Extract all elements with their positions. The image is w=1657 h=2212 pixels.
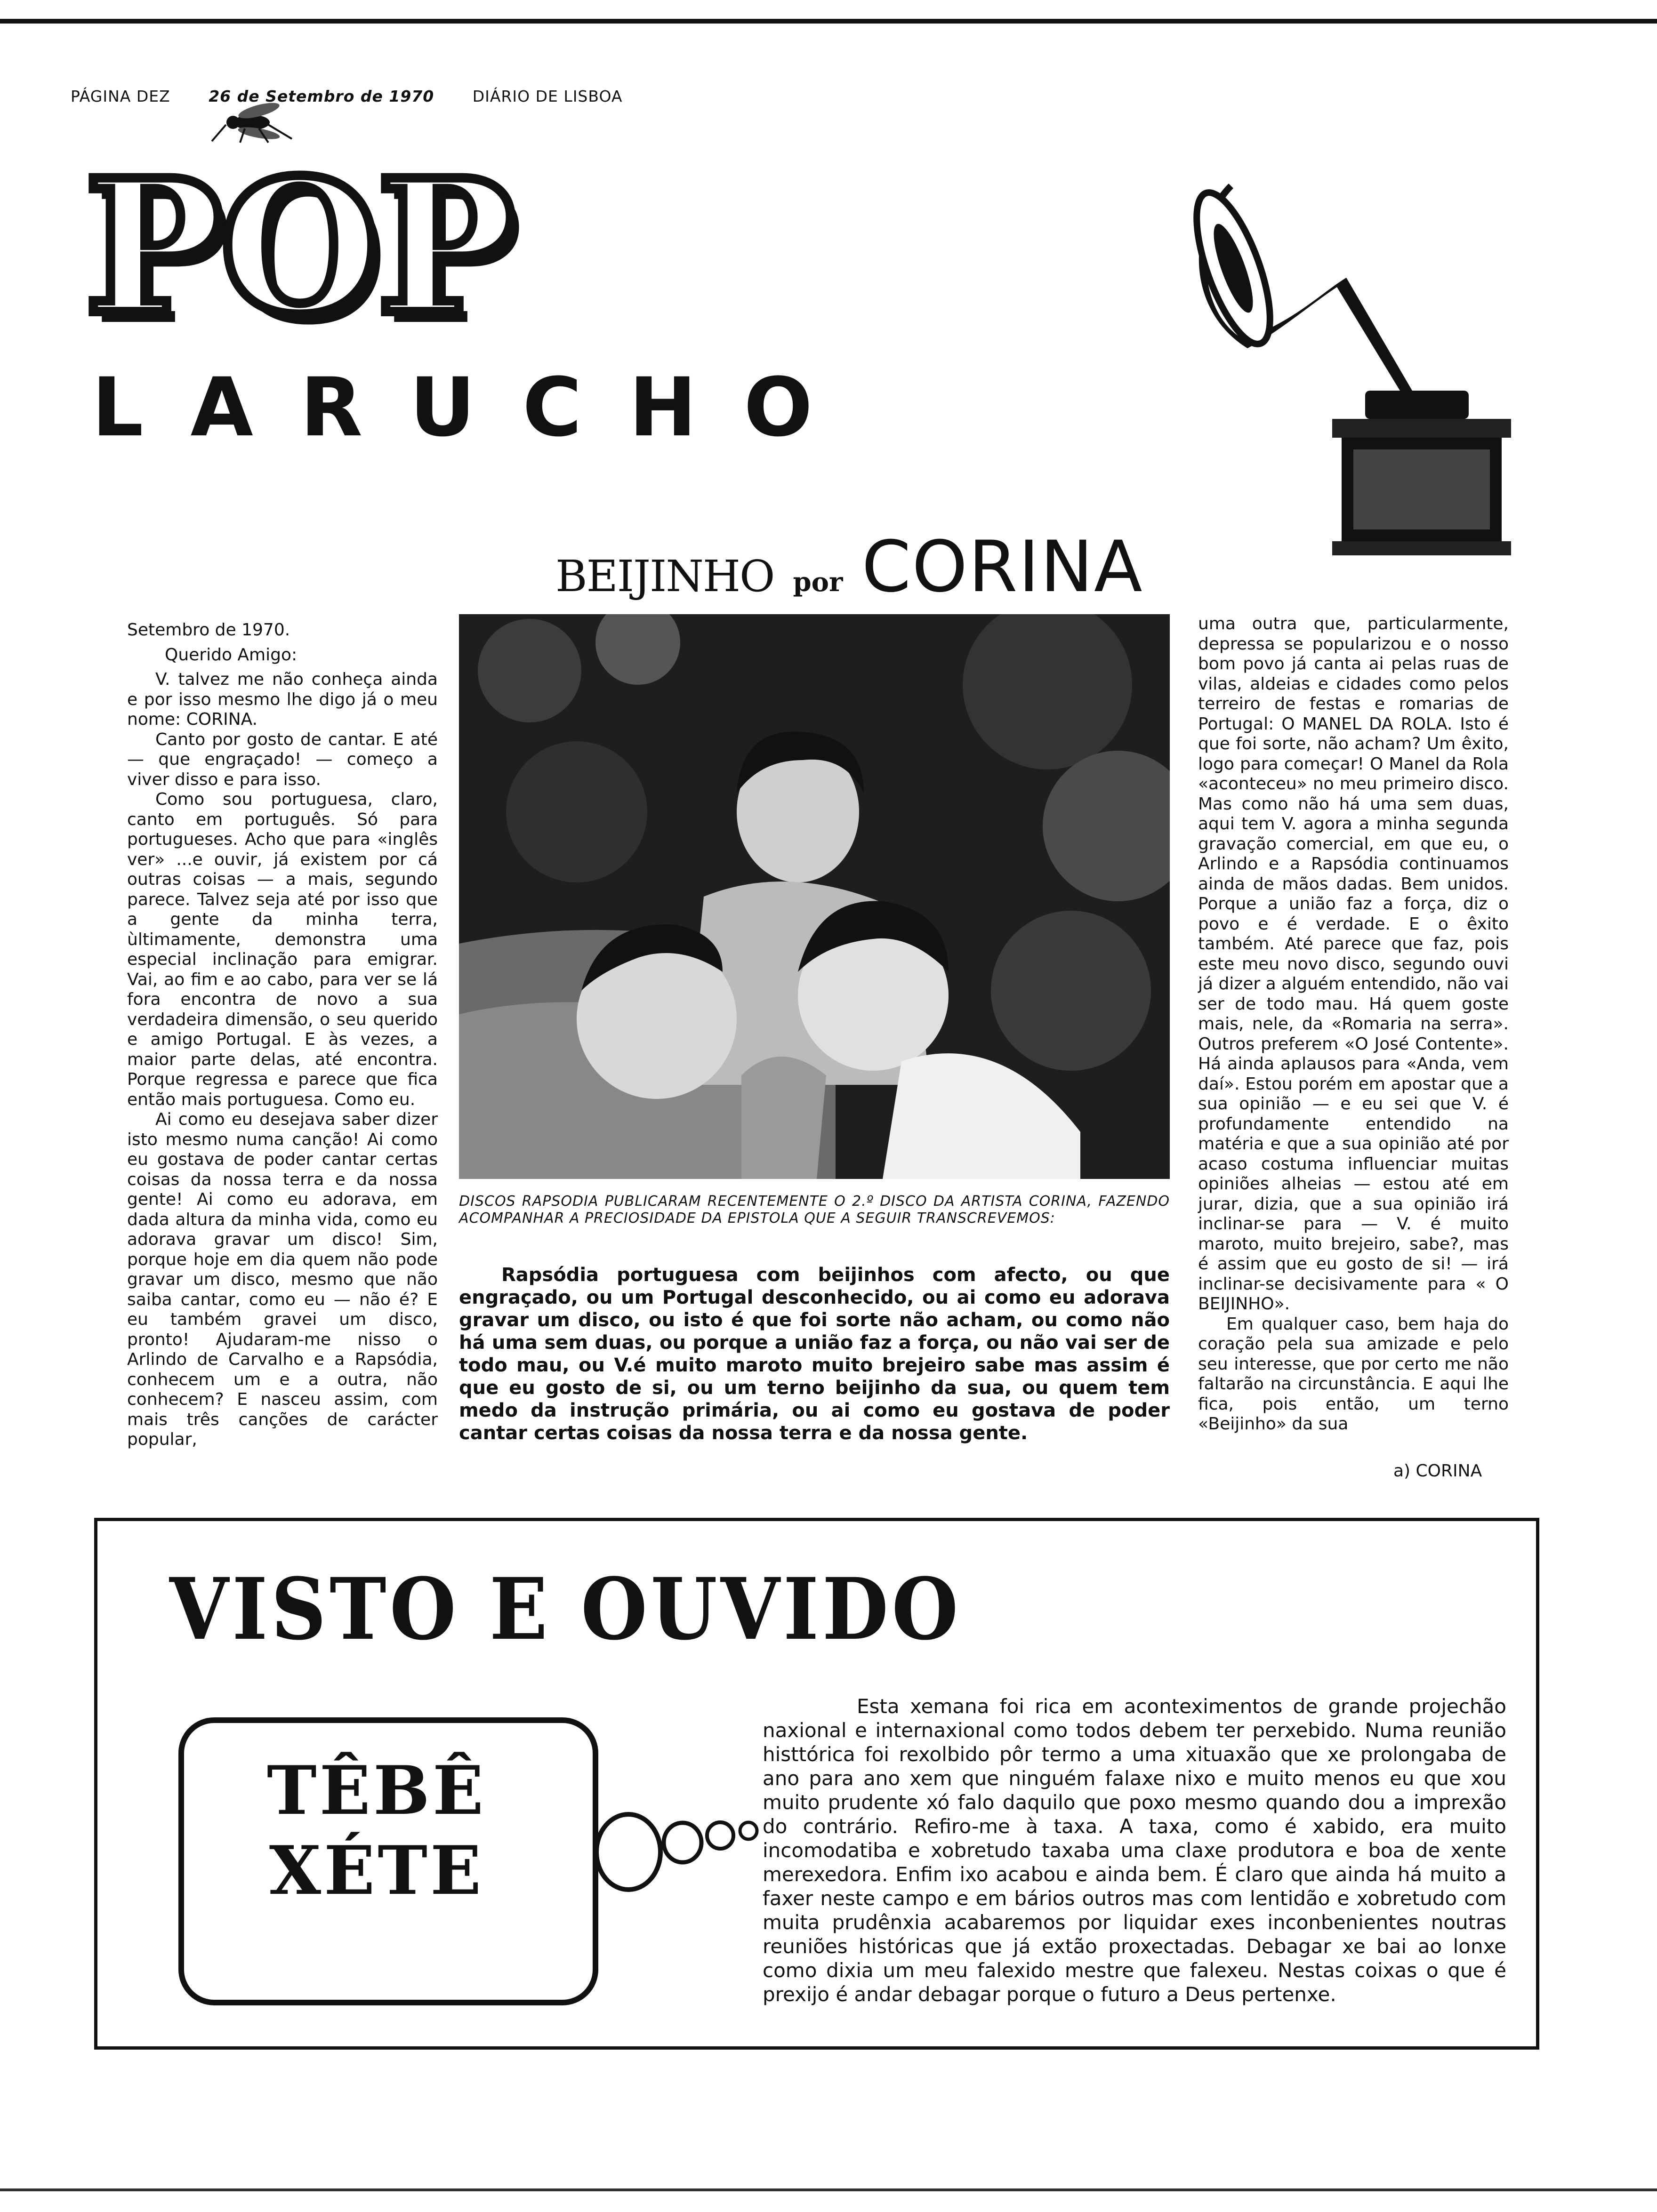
page-number: PÁGINA DEZ xyxy=(71,87,170,105)
letter-paragraph: Canto por gosto de cantar. E até — que engraçado! — começo a viver disso e para isso. xyxy=(127,729,438,789)
letter-paragraph: Em qualquer caso, bem haja do coração pela sua amizade e pelo seu interesse, que por certo me não faltarão na circunstância. E aqui lhe fica, pois então, um terno «Beijinho» da sua xyxy=(1198,1314,1509,1434)
letter-date: Setembro de 1970. xyxy=(127,620,290,640)
letter-salutation: Querido Amigo: xyxy=(165,645,298,665)
rapsodia-summary-text: Rapsódia portuguesa com beijinhos com afecto, ou que engraçado, ou um Portugal desconhecido, ou ai como eu adorava gravar um disco, ou isto é que foi sorte não acham, ou como não há uma sem duas, ou porque a união faz a força, ou não vai ser de todo mau, ou V.é muito maroto muito brejeiro sabe mas assim é que eu gosto de si, ou um terno beijinho da sua, ou quem tem medo da instrução primária, ou ai como eu gostava de poder cantar certas coisas da nossa terra e da nossa gente. xyxy=(459,1264,1170,1444)
visto-e-ouvido-title: VISTO E OUVIDO xyxy=(169,1560,962,1659)
letter-paragraph: uma outra que, particularmente, depressa se popularizou e o nosso bom povo já canta ai pelas ruas de vilas, aldeias e cidades como pelos terreiro de festas e romarias de Portugal: O MANEL DA ROLA. Isto é que foi sorte, não acham? Um êxito, logo para começar! O Manel da Rola «aconteceu» no meu primeiro disco. Mas como não há uma sem duas, aqui tem V. agora a minha segunda gravação comercial, em que eu, o Arlindo e a Rapsódia continuamos ainda de mãos dadas. Bem unidos. Porque a união faz a força, diz o povo e é verdade. E o êxito também. Até parece que faz, pois este meu novo disco, segundo ouvi já dizer a alguém entendido, não vai ser de todo mau. Há quem goste mais, nele, da «Romaria na serra». Outros preferem «O José Contente». Há ainda aplausos para «Anda, vem daí». Estou porém em apostar que a sua opinião — e eu sei que V. é profundamente entendido na matéria e que a sua opinião até por acaso costuma influenciar muitas opiniões alheias — estou até em jurar, dizia, que a sua opinião irá inclinar-se para — V. é muito maroto, muito brejeiro, sabe?, mas é assim que eu gosto de si! — irá inclinar-se decisivamente para « O BEIJINHO». xyxy=(1198,614,1509,1314)
xete-line: XÉTE xyxy=(269,1832,484,1910)
letter-column-right xyxy=(1198,614,1509,1435)
photo-illustration xyxy=(459,614,1170,1179)
letter-paragraph: Ai como eu desejava saber dizer isto mesmo numa canção! Ai como eu gostava de poder cantar certas coisas da nossa terra e da nossa gente! Ai como eu adorava, em dada altura da minha vida, como eu adorava gravar um disco! Sim, porque hoje em dia quem não pode gravar um disco, mesmo que não saiba cantar, como eu — não é? E eu também gravei um disco, pronto! Ajudaram-me nisso o Arlindo de Carvalho e a Rapsódia, conhecem um e a outra, não conhecem? E nasceu assim, com mais três canções de carácter popular, xyxy=(127,1110,438,1449)
article-title-beijinho: BEIJINHO xyxy=(555,551,774,601)
tebe-xete-label xyxy=(254,1751,499,1911)
larucho-title: LARUCHO xyxy=(92,360,860,455)
visto-e-ouvido-text xyxy=(763,1694,1506,2006)
issue-date: 26 de Setembro de 1970 xyxy=(209,87,434,105)
letter-signature: a) CORINA xyxy=(1393,1461,1482,1481)
article-title-por: por xyxy=(793,567,843,598)
corina-photo xyxy=(459,614,1170,1179)
pop-title: POP xyxy=(85,139,513,355)
letter-paragraph: V. talvez me não conheça ainda e por isso mesmo lhe digo já o meu nome: CORINA. xyxy=(127,670,438,729)
article-title xyxy=(555,526,1143,608)
phonograph-icon xyxy=(1167,169,1544,569)
bottom-rule xyxy=(0,2188,1657,2191)
top-rule xyxy=(0,19,1657,24)
letter-paragraph: Como sou portuguesa, claro, canto em português. Só para portugueses. Acho que para «inglês ver» ...e ouvir, já existem por cá outras coisas — a mais, segundo parece. Talvez seja até por isso que a gente da minha terra, ùltimamente, demonstra uma especial inclinação para emigrar. Vai, ao fim e ao cabo, para ver se lá fora encontra de novo a sua verdadeira dimensão, o seu querido e amigo Portugal. E às vezes, a maior parte delas, até encontra. Porque regressa e parece que fica então mais portuguesa. Como eu. xyxy=(127,790,438,1109)
visto-paragraph: Esta xemana foi rica em aconteximentos de grande projechão naxional e internaxional como todos debem ter perxebido. Numa reunião histtórica foi rexolbido pôr termo a uma xituaxão que xe prolongaba de ano para ano xem que ninguém falaxe nixo e muito menos eu que xou muito prudente xó falo daquilo que poxo mesmo quando dou a imprexão do contrário. Refiro-me à taxa. A taxa, como é xabido, era muito incomodatiba e xobretudo taxaba uma claxe produtora e boa de xente merexedora. Enfim ixo acabou e ainda bem. É claro que ainda há muito a faxer neste campo e em bários outros mas com lentidão e xobretudo com muita prudênxia acabaremos por liquidar exes inconbenientes noutras reuniões históricas que já extão proxectadas. Debagar xe bai ao lonxe como dixia um meu falexido mestre que falexeu. Nestas coixas o que é prexijo é andar debagar porque o futuro a Deus pertenxe. xyxy=(763,1695,1506,2006)
newspaper-name: DIÁRIO DE LISBOA xyxy=(472,87,623,105)
tebe-line: TÊBÊ xyxy=(266,1752,487,1830)
page-header xyxy=(71,87,777,105)
article-title-corina: CORINA xyxy=(861,526,1143,608)
fly-icon xyxy=(207,96,297,144)
letter-column-left xyxy=(127,620,438,1450)
photo-caption: DISCOS RAPSODIA PUBLICARAM RECENTEMENTE O 2.º DISCO DA ARTISTA CORINA, FAZENDO ACOMPANHAR A PRECIOSIDADE DA EPISTOLA QUE A SEGUIR TRANSCREVEMOS: xyxy=(459,1193,1170,1226)
rapsodia-summary xyxy=(459,1264,1170,1444)
